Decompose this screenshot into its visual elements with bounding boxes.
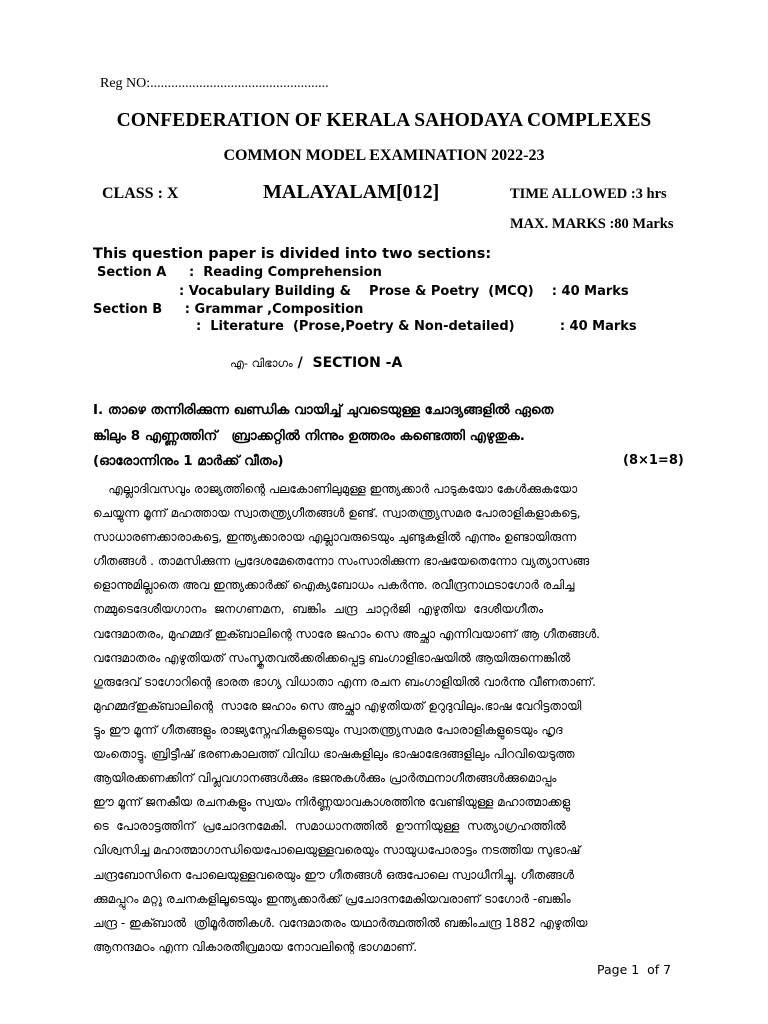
sections-intro: This question paper is divided into two sections: bbox=[93, 246, 492, 262]
question-instruction-line-2: ങ്കിലും 8 എണ്ണത്തിന് ബ്രാക്കറ്റിൽ നിന്നും ഉത്തരം കണ്ടെത്തി എഴുതുക. bbox=[93, 428, 525, 444]
section-a-label-en: / SECTION -A bbox=[292, 355, 403, 371]
question-marks: (8×1=8) bbox=[623, 453, 684, 468]
max-marks: MAX. MARKS :80 Marks bbox=[510, 216, 674, 232]
section-b-grammar: Section B : Grammar ,Composition bbox=[93, 302, 364, 317]
passage-line: ഗീതങ്ങൾ . താമസിക്കുന്ന പ്രദേശമേതെന്നോ സംസാരിക്കുന്ന ഭാഷയേതെന്നോ വ്യത്യാസങ്ങ bbox=[93, 554, 590, 569]
passage-line: ചന്ദ്രബോസിനെ പോലെയുള്ളവരെയും ഈ ഗീതങ്ങൾ ഒരുപോലെ സ്വാധീനിച്ചു. ഗീതങ്ങൾ bbox=[93, 867, 574, 882]
section-a-vocabulary: : Vocabulary Building & Prose & Poetry (MCQ) : 40 Marks bbox=[179, 284, 629, 299]
passage-line: ഈ മൂന്ന് ജനകീയ രചനകളും സ്വയം നിർണ്ണയാവകാശത്തിനു വേണ്ടിയുള്ള മഹാത്മാക്കളു bbox=[93, 795, 571, 810]
section-b-literature: : Literature (Prose,Poetry & Non-detailed) : 40 Marks bbox=[196, 319, 637, 334]
exam-title: COMMON MODEL EXAMINATION 2022-23 bbox=[223, 147, 545, 164]
passage-line: വിശ്വസിച്ച മഹാത്മാഗാന്ധിയെപോലെയുള്ളവരെയും സായുധപോരാട്ടം നടത്തിയ സുഭാഷ് bbox=[93, 843, 581, 858]
section-a-heading bbox=[230, 355, 402, 371]
passage-line: വന്ദേമാതരം എഴുതിയത് സംസ്കൃതവൽക്കരിക്കപ്പെട്ട ബംഗാളിഭാഷയിൽ ആയിരുന്നെങ്കിൽ bbox=[93, 650, 571, 665]
time-allowed: TIME ALLOWED :3 hrs bbox=[510, 186, 667, 202]
reg-no-line: Reg NO:................................................... bbox=[100, 76, 329, 91]
passage-line: യംതൊട്ടു. ബ്രിട്ടീഷ് ഭരണകാലത്ത് വിവിധ ഭാഷകളിലും ഭാഷാഭേദങ്ങളിലും പിറവിയെടുത്ത bbox=[93, 747, 575, 762]
subject-title: MALAYALAM[012] bbox=[263, 181, 440, 203]
reading-passage bbox=[93, 477, 675, 959]
passage-line: ആനന്ദമഠം എന്ന വികാരതീവ്രമായ നോവലിന്റെ ഭാഗമാണ്. bbox=[93, 939, 418, 954]
passage-line: ചെയ്യുന്ന മൂന്ന് മഹത്തായ സ്വാതന്ത്ര്യഗീതങ്ങൾ ഉണ്ട്. സ്വാതന്ത്ര്യസമര പോരാളികളാകട്ടെ, bbox=[93, 506, 581, 521]
passage-line: മുഹമ്മദ്ഇക്ബാലിന്റെ സാരേ ജഹാം സെ അച്ഛാ എഴുതിയത് ഉറുദുവിലും.ഭാഷ വേറിട്ടതായി bbox=[93, 698, 582, 713]
passage-line: സാധാരണക്കാരാകട്ടെ, ഇന്ത്യക്കാരായ എല്ലാവരുടെയും ചുണ്ടുകളിൽ എന്നും ഉണ്ടായിരുന്ന bbox=[93, 530, 577, 545]
passage-line: വന്ദേമാതരം, മുഹമ്മദ് ഇക്ബാലിന്റെ സാരേ ജഹാം സെ അച്ഛാ എന്നിവയാണ് ആ ഗീതങ്ങൾ. bbox=[93, 626, 600, 641]
passage-line: ആയിരക്കണക്കിന് വിപ്ലവഗാനങ്ങൾക്കും ഭജനുകൾക്കും പ്രാർത്ഥനാഗീതങ്ങൾക്കുമൊപ്പം bbox=[93, 771, 557, 786]
question-instruction-line-1: I. താഴെ തന്നിരിക്കുന്ന ഖണ്ഡിക വായിച്ച് ചുവടെയുള്ള ചോദ്യങ്ങളിൽ ഏതെ bbox=[93, 402, 554, 418]
page-number: Page 1 of 7 bbox=[597, 962, 672, 977]
section-a-reading: Section A : Reading Comprehension bbox=[97, 265, 382, 280]
passage-line: ളൊന്നുമില്ലാതെ അവ ഇന്ത്യക്കാർക്ക് ഐക്യബോധം പകർന്നു. രവീന്ദ്രനാഥടാഗോർ രചിച്ച bbox=[93, 578, 575, 593]
passage-line: ടെ പോരാട്ടത്തിന് പ്രചോദനമേകി. സമാധാനത്തിൽ ഊന്നിയുള്ള സത്യാഗ്രഹത്തിൽ bbox=[93, 819, 566, 834]
passage-line: ക്കുമപ്പുറം മറ്റു രചനകളിലൂടെയും ഇന്ത്യക്കാർക്ക് പ്രചോദനമേകിയവരാണ് ടാഗോർ -ബങ്കിം bbox=[93, 891, 571, 906]
passage-line: എല്ലാദിവസവും രാജ്യത്തിന്റെ പലകോണിലുമുള്ള ഇന്ത്യക്കാർ പാടുകയോ കേൾക്കുകയോ bbox=[93, 482, 578, 496]
question-instruction-line-3: (ഓരോന്നിനും 1 മാർക്ക് വീതം) bbox=[93, 453, 284, 469]
passage-line: നമ്മുടെദേശീയഗാനം ജനഗണമന, ബങ്കിം ചന്ദ്ര ചാറ്റർജി എഴുതിയ ദേശീയഗീതം bbox=[93, 602, 544, 617]
class-label: CLASS : X bbox=[102, 185, 179, 202]
passage-line: ഗുരുദേവ് ടാഗോറിന്റെ ഭാരത ഭാഗ്യ വിധാതാ എന്ന രചന ബംഗാളിയിൽ വാർന്നു വീണതാണ്. bbox=[93, 674, 596, 689]
passage-line: ചന്ദ്ര - ഇക്ബാൽ ത്രിമൂർത്തികൾ. വന്ദേമാതരം യഥാർത്ഥത്തിൽ ബങ്കിംചന്ദ്ര 1882 എഴുതിയ bbox=[93, 915, 588, 930]
section-a-label-ml: എ- വിഭാഗം bbox=[230, 356, 293, 370]
passage-line: ട്ടും ഈ മൂന്ന് ഗീതങ്ങളും രാജ്യസ്നേഹികളുടെയും സ്വാതന്ത്ര്യസമര പോരാളികളുടെയും ഹൃദ bbox=[93, 722, 563, 737]
organization-title: CONFEDERATION OF KERALA SAHODAYA COMPLEXES bbox=[116, 110, 652, 131]
